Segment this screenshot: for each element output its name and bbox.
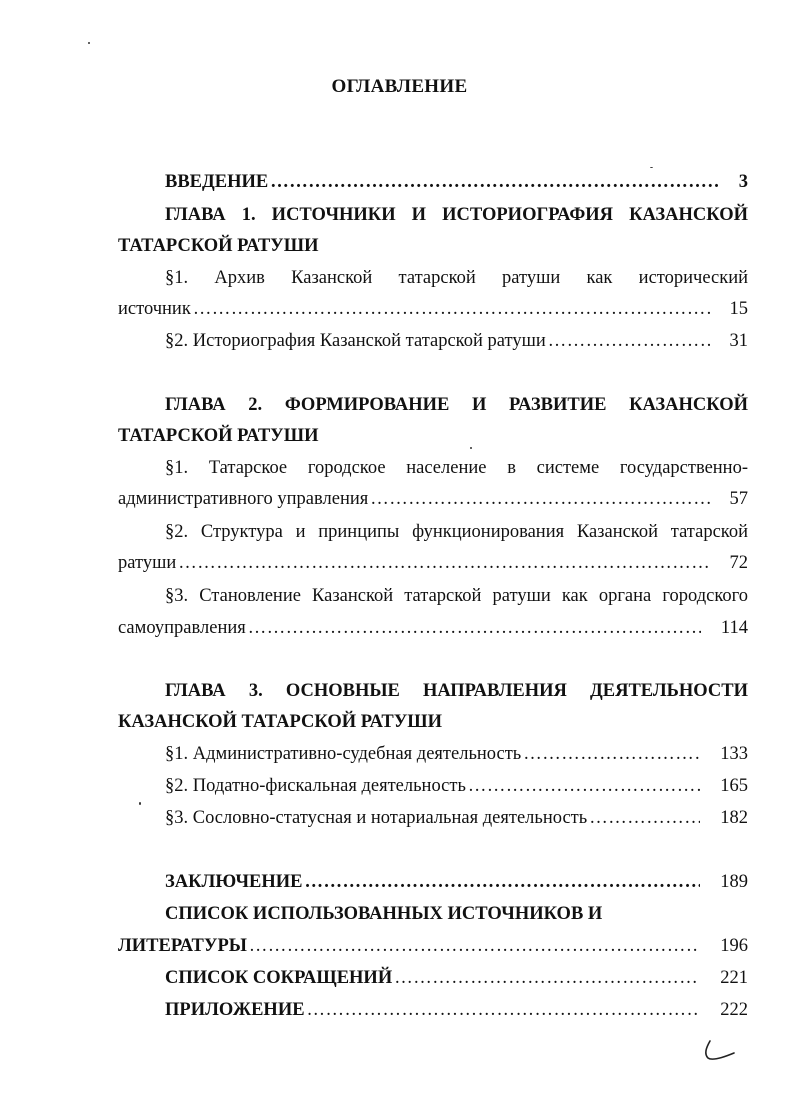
toc-entry-label: ЗАКЛЮЧЕНИЕ	[165, 872, 303, 892]
toc-entry-sources-cont	[118, 934, 748, 958]
scan-speck	[470, 447, 472, 449]
toc-page-number: 15	[729, 299, 748, 319]
handwritten-mark-icon	[700, 1038, 740, 1064]
toc-page-number: 182	[720, 808, 748, 828]
toc-page-number: 114	[720, 618, 748, 638]
dot-leader	[394, 966, 700, 990]
toc-entry-abbreviations[interactable]	[165, 966, 748, 990]
toc-entry-2-1[interactable]: §1. Татарское городское население в системе государственно-	[165, 458, 748, 478]
toc-page-number: 222	[720, 1000, 748, 1020]
dot-leader	[193, 297, 710, 321]
toc-entry-label: §3. Сословно-статусная и нотариальная деятельность	[165, 808, 588, 828]
toc-entry-introduction[interactable]	[165, 170, 748, 194]
toc-entry-appendix[interactable]	[165, 998, 748, 1022]
toc-entry-label: административного управления	[118, 489, 369, 509]
toc-entry-2-2-cont	[118, 551, 748, 575]
toc-entry-conclusion[interactable]	[165, 870, 748, 894]
toc-entry-1-1[interactable]: §1. Архив Казанской татарской ратуши как исторический	[165, 268, 748, 288]
toc-page-number: 165	[720, 776, 748, 796]
toc-entry-label: ВВЕДЕНИЕ	[165, 172, 269, 192]
scan-speck	[88, 42, 90, 44]
chapter-2-heading[interactable]: ГЛАВА 2. ФОРМИРОВАНИЕ И РАЗВИТИЕ КАЗАНСКОЙ	[165, 395, 748, 415]
scan-speck	[650, 167, 653, 168]
chapter-3-heading[interactable]: ГЛАВА 3. ОСНОВНЫЕ НАПРАВЛЕНИЯ ДЕЯТЕЛЬНОСТИ	[165, 681, 748, 701]
toc-page-number: 57	[729, 489, 748, 509]
dot-leader	[468, 774, 700, 798]
toc-entry-label: ратуши	[118, 553, 177, 573]
dot-leader	[178, 551, 709, 575]
toc-entry-label: §2. Историография Казанской татарской ратуши	[165, 331, 546, 351]
toc-page-number: 133	[720, 744, 748, 764]
chapter-2-heading-cont: ТАТАРСКОЙ РАТУШИ	[118, 426, 319, 446]
toc-entry-label: ПРИЛОЖЕНИЕ	[165, 1000, 305, 1020]
toc-entry-label: источник	[118, 299, 191, 319]
dot-leader	[305, 870, 701, 894]
toc-entry-3-2[interactable]	[165, 774, 748, 798]
toc-entry-3-1[interactable]	[165, 742, 748, 766]
dot-leader	[548, 329, 710, 353]
toc-page-number: 3	[738, 172, 748, 192]
dot-leader	[589, 806, 700, 830]
toc-entry-1-1-cont	[118, 297, 748, 321]
toc-entry-3-3[interactable]	[165, 806, 748, 830]
page-title: ОГЛАВЛЕНИЕ	[331, 76, 468, 97]
toc-entry-2-3-cont	[118, 616, 748, 640]
toc-entry-label: самоуправления	[118, 618, 246, 638]
toc-page-number: 189	[720, 872, 748, 892]
dot-leader	[249, 934, 700, 958]
scan-speck	[139, 802, 141, 805]
toc-entry-label: СПИСОК СОКРАЩЕНИЙ	[165, 968, 393, 988]
dot-leader	[270, 170, 719, 194]
dot-leader	[523, 742, 700, 766]
chapter-1-heading[interactable]: ГЛАВА 1. ИСТОЧНИКИ И ИСТОРИОГРАФИЯ КАЗАНСКОЙ	[165, 205, 748, 225]
dot-leader	[370, 487, 709, 511]
toc-page-number: 221	[720, 968, 748, 988]
toc-page-number: 196	[720, 936, 748, 956]
toc-entry-1-2[interactable]	[165, 329, 748, 353]
chapter-1-heading-cont: ТАТАРСКОЙ РАТУШИ	[118, 236, 319, 256]
toc-entry-label: §1. Административно-судебная деятельность	[165, 744, 522, 764]
toc-page-number: 31	[729, 331, 748, 351]
toc-entry-label: ЛИТЕРАТУРЫ	[118, 936, 247, 956]
dot-leader	[307, 998, 701, 1022]
chapter-3-heading-cont: КАЗАНСКОЙ ТАТАРСКОЙ РАТУШИ	[118, 712, 443, 732]
toc-entry-sources[interactable]: СПИСОК ИСПОЛЬЗОВАННЫХ ИСТОЧНИКОВ И	[165, 904, 603, 924]
toc-page-number: 72	[729, 553, 748, 573]
toc-entry-2-3[interactable]: §3. Становление Казанской татарской ратуши как органа городского	[165, 586, 748, 606]
toc-entry-label: §2. Податно-фискальная деятельность	[165, 776, 466, 796]
dot-leader	[248, 616, 701, 640]
toc-entry-2-2[interactable]: §2. Структура и принципы функционирования Казанской татарской	[165, 522, 748, 542]
toc-entry-2-1-cont	[118, 487, 748, 511]
